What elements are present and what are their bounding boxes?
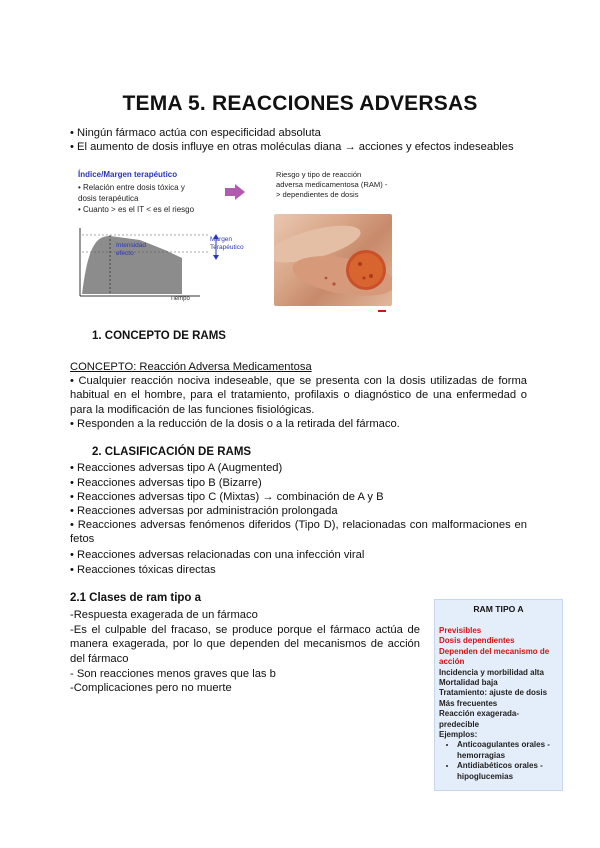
- ram-red-item: Dosis dependientes: [439, 636, 515, 646]
- type-a-line: -Respuesta exagerada de un fármaco: [70, 609, 258, 621]
- red-mark: [378, 310, 386, 312]
- ram-black-item: Reacción exagerada-predecible: [439, 709, 520, 729]
- ram-black-item: Tratamiento: ajuste de dosis: [439, 688, 548, 698]
- classification-item: • Reacciones adversas por administración prolongada: [70, 505, 338, 517]
- ram-dose-figure: [272, 166, 394, 314]
- section2-heading: 2. CLASIFICACIÓN DE RAMS: [92, 446, 252, 458]
- ram-black-item: Ejemplos:: [439, 730, 478, 740]
- section1-heading: 1. CONCEPTO DE RAMS: [92, 330, 226, 342]
- ram-black-item: Más frecuentes: [439, 698, 498, 708]
- type-a-line: -Complicaciones pero no muerte: [70, 682, 232, 694]
- therapeutic-index-figure: [70, 166, 258, 306]
- classification-item: • Reacciones adversas tipo B (Bizarre): [70, 477, 262, 489]
- type-a-line: -Es el culpable del fracaso, se produce porque el fármaco actúa de manera exagerada, por lo que dependen del mecanismos de acción del fármaco: [70, 624, 420, 665]
- label-time: Tiempo: [170, 296, 190, 302]
- page-title: TEMA 5. REACCIONES ADVERSAS: [122, 92, 478, 115]
- ram-box-header: RAM TIPO A: [473, 604, 524, 614]
- ram-example: • Antidiabéticos orales - hipoglucemias: [457, 761, 559, 782]
- type-a-line: - Son reacciones menos graves que las b: [70, 668, 276, 680]
- figure-right-caption: Riesgo y tipo de reacción adversa medicamentosa (RAM) -> dependientes de dosis: [276, 170, 388, 199]
- classification-item: • Reacciones adversas tipo A (Augmented): [70, 462, 283, 474]
- ram-example: • Anticoagulantes orales - hemorragias: [457, 740, 559, 761]
- classification-item: • Reacciones adversas relacionadas con una infección viral: [70, 549, 365, 561]
- classification-item: • Reacciones tóxicas directas: [70, 564, 216, 576]
- classification-item: • Reacciones adversas fenómenos diferidos (Tipo D), relacionadas con malformaciones en fetos: [70, 519, 527, 546]
- label-margin: Margen Terapéutico: [210, 236, 244, 251]
- figure-left-heading: Índice/Margen terapéutico: [78, 170, 178, 179]
- ram-red-item: Previsibles: [439, 626, 482, 635]
- section21-heading: 2.1 Clases de ram tipo a: [70, 592, 202, 604]
- ram-black-item: Incidencia y morbilidad alta: [439, 667, 544, 677]
- classification-item: • Reacciones adversas tipo C (Mixtas) → combinación de A y B: [70, 491, 384, 503]
- skin-reaction-photo: [274, 214, 392, 306]
- concept-paragraph: • Cualquier reacción nociva indeseable, que se presenta con la dosis utilizadas de forma habitual en el hombre, para el tratamiento, profilaxis o diagnóstico de una enfermedad o para la modificación de las funciones fisiológicas.: [70, 375, 527, 416]
- label-intensity: Intensidad efecto: [116, 242, 146, 257]
- ram-type-a-box: [434, 599, 563, 791]
- ram-black-item: Mortalidad baja: [439, 678, 498, 688]
- ram-red-item: Dependen del mecanismo de acción: [439, 646, 550, 667]
- intro-bullet-2: • El aumento de dosis influye en otras moléculas diana → acciones y efectos indeseables: [70, 141, 514, 153]
- concept-label: CONCEPTO: Reacción Adversa Medicamentosa: [70, 361, 312, 373]
- figure-left-lines: • Relación entre dosis tóxica y dosis terapéutica • Cuanto > es el IT < es el riesgo: [78, 183, 195, 214]
- intro-bullet-1: • Ningún fármaco actúa con especificidad absoluta: [70, 127, 321, 139]
- concept-paragraph-2: • Responden a la reducción de la dosis o a la retirada del fármaco.: [70, 418, 400, 430]
